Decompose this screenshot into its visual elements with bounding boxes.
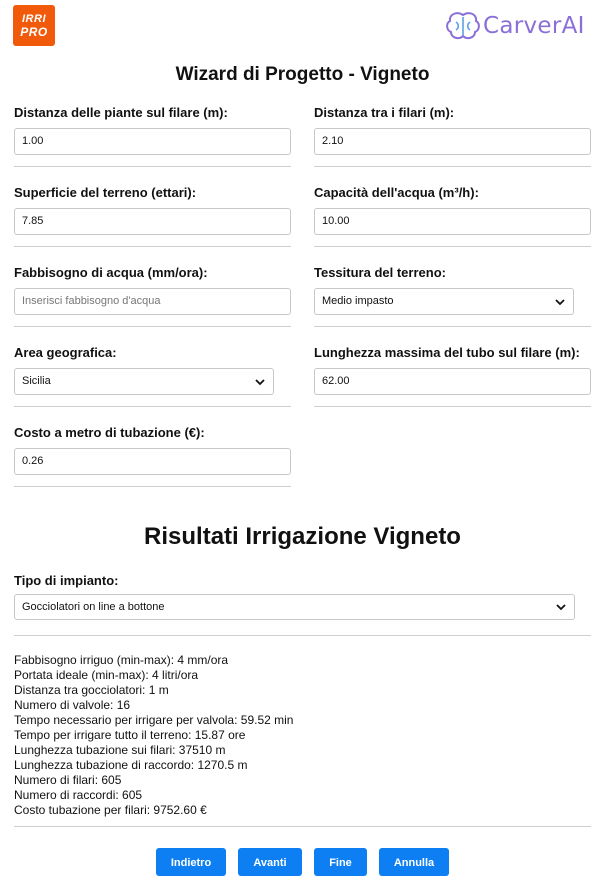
tipo-impianto-label: Tipo di impianto: — [14, 573, 119, 588]
costo-metro-label: Costo a metro di tubazione (€): — [14, 425, 205, 440]
divider — [314, 246, 591, 247]
divider — [14, 486, 291, 487]
divider — [314, 406, 591, 407]
superficie-input[interactable]: 7.85 — [14, 208, 291, 235]
capacita-input[interactable]: 10.00 — [314, 208, 591, 235]
fine-button[interactable]: Fine — [314, 848, 367, 876]
tessitura-select[interactable] — [314, 288, 574, 315]
result-line: Distanza tra gocciolatori: 1 m — [14, 683, 169, 697]
divider — [314, 166, 591, 167]
chevron-down-icon — [556, 602, 566, 612]
area-selected-value: Sicilia — [22, 375, 51, 387]
result-line: Tempo necessario per irrigare per valvola: 59.52 min — [14, 713, 294, 727]
tessitura-label: Tessitura del terreno: — [314, 265, 446, 280]
fabbisogno-input[interactable]: Inserisci fabbisogno d'acqua — [14, 288, 291, 315]
divider — [14, 246, 291, 247]
capacita-label: Capacità dell'acqua (m³/h): — [314, 185, 479, 200]
wizard-title: Wizard di Progetto - Vigneto — [175, 64, 430, 85]
wizard-buttons — [0, 848, 605, 876]
result-line: Numero di valvole: 16 — [14, 698, 131, 712]
field-distanza-piante — [14, 104, 291, 155]
field-tessitura — [314, 264, 591, 315]
tipo-impianto-select[interactable] — [14, 594, 575, 620]
divider — [314, 326, 591, 327]
distanza-piante-input[interactable]: 1.00 — [14, 128, 291, 155]
result-line: Numero di filari: 605 — [14, 773, 122, 787]
field-distanza-filari — [314, 104, 591, 155]
carverai-brain-icon — [445, 11, 481, 41]
distanza-piante-label: Distanza delle piante sul filare (m): — [14, 105, 228, 120]
annulla-button[interactable]: Annulla — [379, 848, 449, 876]
result-line: Portata ideale (min-max): 4 litri/ora — [14, 668, 199, 682]
fabbisogno-label: Fabbisogno di acqua (mm/ora): — [14, 265, 208, 280]
result-line: Costo tubazione per filari: 9752.60 € — [14, 803, 207, 817]
distanza-filari-input[interactable]: 2.10 — [314, 128, 591, 155]
superficie-label: Superficie del terreno (ettari): — [14, 185, 197, 200]
field-costo-metro — [14, 424, 291, 475]
irripro-logo — [13, 5, 55, 46]
costo-metro-input[interactable]: 0.26 — [14, 448, 291, 475]
divider — [14, 326, 291, 327]
field-lunghezza-tubo — [314, 344, 591, 395]
results-list — [14, 653, 591, 818]
area-select[interactable] — [14, 368, 274, 395]
divider — [14, 826, 591, 827]
result-line: Numero di raccordi: 605 — [14, 788, 143, 802]
irripro-logo-line1: IRRI — [22, 13, 46, 25]
chevron-down-icon — [255, 377, 265, 387]
field-area — [14, 344, 291, 395]
results-title: Risultati Irrigazione Vigneto — [144, 523, 461, 550]
irripro-logo-line2: PRO — [20, 25, 48, 39]
result-line: Lunghezza tubazione sui filari: 37510 m — [14, 743, 226, 757]
tessitura-selected-value: Medio impasto — [322, 295, 394, 307]
avanti-button[interactable]: Avanti — [238, 848, 302, 876]
carverai-logo-text: CarverAI — [483, 13, 585, 39]
lunghezza-tubo-input[interactable]: 62.00 — [314, 368, 591, 395]
divider — [14, 635, 591, 636]
lunghezza-tubo-label: Lunghezza massima del tubo sul filare (m): — [314, 345, 580, 360]
header — [0, 0, 605, 52]
area-label: Area geografica: — [14, 345, 117, 360]
distanza-filari-label: Distanza tra i filari (m): — [314, 105, 455, 120]
divider — [14, 166, 291, 167]
result-line: Lunghezza tubazione di raccordo: 1270.5 m — [14, 758, 248, 772]
carverai-logo — [445, 10, 590, 42]
field-superficie — [14, 184, 291, 235]
indietro-button[interactable]: Indietro — [156, 848, 226, 876]
field-capacita — [314, 184, 591, 235]
result-line: Tempo per irrigare tutto il terreno: 15.87 ore — [14, 728, 246, 742]
tipo-impianto-selected-value: Gocciolatori on line a bottone — [22, 601, 165, 613]
chevron-down-icon — [555, 297, 565, 307]
result-line: Fabbisogno irriguo (min-max): 4 mm/ora — [14, 653, 229, 667]
field-fabbisogno — [14, 264, 291, 315]
divider — [14, 406, 291, 407]
field-tipo-impianto — [14, 572, 591, 620]
